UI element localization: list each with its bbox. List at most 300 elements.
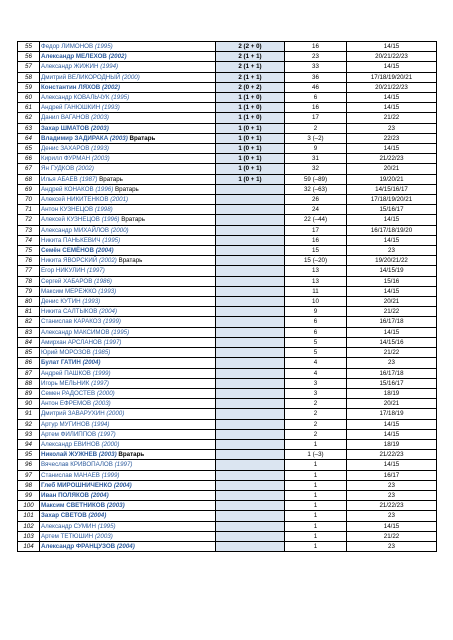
table-row xyxy=(18,501,437,511)
player-cell xyxy=(40,470,216,480)
birth-year: (2004) xyxy=(88,512,107,520)
points-cell: 1 (0 + 1) xyxy=(216,164,285,174)
player-cell xyxy=(40,521,216,531)
games-cell: 1 xyxy=(285,501,347,511)
row-number: 67 xyxy=(18,164,40,174)
birth-year: (1997) xyxy=(91,379,109,387)
player-cell xyxy=(40,368,216,378)
table-row xyxy=(18,490,437,500)
row-number: 90 xyxy=(18,399,40,409)
seasons-cell: 21/22 xyxy=(347,348,437,358)
table-row xyxy=(18,511,437,521)
birth-year: (2003) xyxy=(91,114,109,122)
table-row xyxy=(18,113,437,123)
row-number: 95 xyxy=(18,450,40,460)
player-cell xyxy=(40,409,216,419)
player-cell xyxy=(40,531,216,541)
table-row xyxy=(18,144,437,154)
birth-year: (1994) xyxy=(91,420,110,428)
position-note: Вратарь xyxy=(115,185,139,193)
row-number: 61 xyxy=(18,103,40,113)
table-row xyxy=(18,93,437,103)
table-row xyxy=(18,205,437,215)
player-name: Кирилл ФУРМАН xyxy=(41,155,91,163)
seasons-cell: 18/19 xyxy=(347,388,437,398)
birth-year: (1999) xyxy=(101,471,120,479)
table-row xyxy=(18,337,437,347)
row-number: 60 xyxy=(18,93,40,103)
birth-year: (2002) xyxy=(76,165,94,173)
table-row xyxy=(18,378,437,388)
birth-year: (2003) xyxy=(109,134,128,142)
player-name: Никита ЯВОРСКИЙ xyxy=(41,257,98,265)
birth-year: (1995) xyxy=(94,43,113,50)
seasons-cell: 14/15/16/17 xyxy=(347,184,437,194)
seasons-cell: 14/15 xyxy=(347,103,437,113)
points-cell xyxy=(216,511,285,521)
games-cell: 1 xyxy=(285,439,347,449)
birth-year: (2003) xyxy=(90,124,109,132)
player-cell xyxy=(40,399,216,409)
birth-year: (2002) xyxy=(108,53,127,61)
games-cell: 5 xyxy=(285,348,347,358)
row-number: 93 xyxy=(18,429,40,439)
games-cell: 31 xyxy=(285,154,347,164)
table-row xyxy=(18,368,437,378)
games-cell: 36 xyxy=(285,72,347,82)
player-name: Семён СЕМЁНОВ xyxy=(41,247,94,255)
points-cell xyxy=(216,235,285,245)
player-name: Александр МИХАЙЛОВ xyxy=(41,226,109,234)
table-row xyxy=(18,541,437,551)
birth-year: (2002) xyxy=(102,83,120,91)
games-cell: 4 xyxy=(285,368,347,378)
birth-year: (1995) xyxy=(111,328,130,336)
seasons-cell: 14/15 xyxy=(347,42,437,52)
games-cell: 1 xyxy=(285,511,347,521)
birth-year: (1999) xyxy=(92,369,111,377)
player-cell xyxy=(40,154,216,164)
player-cell xyxy=(40,450,216,460)
games-cell: 1 xyxy=(285,531,347,541)
player-cell xyxy=(40,195,216,205)
player-cell xyxy=(40,337,216,347)
games-cell: 15 (–20) xyxy=(285,256,347,266)
player-cell xyxy=(40,460,216,470)
row-number: 87 xyxy=(18,368,40,378)
seasons-cell: 17/18/19/20/21 xyxy=(347,72,437,82)
birth-year: (1997) xyxy=(97,430,116,438)
player-name: Андрей ГАНЮШКИН xyxy=(41,104,101,112)
birth-year: (2004) xyxy=(95,247,114,255)
player-name: Денис ЗАХАРОВ xyxy=(41,145,90,153)
position-note: Вратарь xyxy=(129,134,156,142)
birth-year: (2001) xyxy=(110,196,129,204)
player-name: Александр КОВАЛЬЧУК xyxy=(41,94,110,102)
row-number: 80 xyxy=(18,297,40,307)
player-cell xyxy=(40,205,216,215)
seasons-cell: 23 xyxy=(347,123,437,133)
row-number: 99 xyxy=(18,490,40,500)
games-cell: 23 xyxy=(285,52,347,62)
table-row xyxy=(18,256,437,266)
row-number: 56 xyxy=(18,52,40,62)
player-cell xyxy=(40,82,216,92)
player-name: Артем ФИЛИППОВ xyxy=(41,430,97,438)
points-cell: 1 (0 + 1) xyxy=(216,123,285,133)
games-cell: 9 xyxy=(285,144,347,154)
seasons-cell: 18/19 xyxy=(347,439,437,449)
table-row xyxy=(18,358,437,368)
birth-year: (1995) xyxy=(111,94,130,102)
table-row xyxy=(18,276,437,286)
player-cell xyxy=(40,317,216,327)
player-cell xyxy=(40,480,216,490)
row-number: 102 xyxy=(18,521,40,531)
row-number: 69 xyxy=(18,184,40,194)
player-name: Антон ЕФРЕМОВ xyxy=(41,400,92,408)
seasons-cell: 22/23 xyxy=(347,133,437,143)
player-cell xyxy=(40,266,216,276)
row-number: 76 xyxy=(18,256,40,266)
row-number: 89 xyxy=(18,388,40,398)
table-row xyxy=(18,72,437,82)
player-name: Егор НИКУЛИН xyxy=(41,267,86,275)
table-row xyxy=(18,439,437,449)
player-name: Юрий МОРОЗОВ xyxy=(41,349,91,357)
row-number: 59 xyxy=(18,82,40,92)
seasons-cell: 14/15 xyxy=(347,144,437,154)
player-cell xyxy=(40,276,216,286)
points-cell xyxy=(216,225,285,235)
points-cell: 1 (0 + 1) xyxy=(216,133,285,143)
birth-year: (2003) xyxy=(94,532,113,540)
player-name: Александр МЕЛЕХОВ xyxy=(41,53,107,61)
player-name: Константин ЛЯХОВ xyxy=(41,83,101,91)
points-cell xyxy=(216,368,285,378)
seasons-cell: 14/15 xyxy=(347,215,437,225)
table-body xyxy=(18,42,437,552)
games-cell: 2 xyxy=(285,123,347,133)
seasons-cell: 21/22 xyxy=(347,307,437,317)
games-cell: 17 xyxy=(285,225,347,235)
player-cell xyxy=(40,246,216,256)
row-number: 96 xyxy=(18,460,40,470)
player-name: Александр МАКСИМОВ xyxy=(41,328,110,336)
player-cell xyxy=(40,307,216,317)
row-number: 72 xyxy=(18,215,40,225)
player-name: Дмитрий ЗАВАРУХИН xyxy=(41,410,105,418)
table-row xyxy=(18,184,437,194)
table-row xyxy=(18,388,437,398)
games-cell: 4 xyxy=(285,358,347,368)
points-cell xyxy=(216,276,285,286)
points-cell: 2 (2 + 0) xyxy=(216,42,285,52)
row-number: 75 xyxy=(18,246,40,256)
birth-year: (1998) xyxy=(94,206,113,214)
table-row xyxy=(18,82,437,92)
seasons-cell: 14/15 xyxy=(347,93,437,103)
position-note: Вратарь xyxy=(118,451,145,459)
player-cell xyxy=(40,113,216,123)
seasons-cell: 20/21/22/23 xyxy=(347,52,437,62)
seasons-cell: 23 xyxy=(347,490,437,500)
player-cell xyxy=(40,429,216,439)
birth-year: (1986) xyxy=(94,277,112,285)
row-number: 86 xyxy=(18,358,40,368)
games-cell: 3 (–2) xyxy=(285,133,347,143)
player-cell xyxy=(40,215,216,225)
row-number: 101 xyxy=(18,511,40,521)
table-row xyxy=(18,460,437,470)
points-cell xyxy=(216,246,285,256)
table-row xyxy=(18,133,437,143)
seasons-cell: 20/21/22/23 xyxy=(347,82,437,92)
games-cell: 16 xyxy=(285,235,347,245)
player-cell xyxy=(40,144,216,154)
seasons-cell: 19/20/21 xyxy=(347,174,437,184)
seasons-cell: 14/15 xyxy=(347,429,437,439)
points-cell xyxy=(216,439,285,449)
table-row xyxy=(18,450,437,460)
seasons-cell: 20/21 xyxy=(347,399,437,409)
player-cell xyxy=(40,225,216,235)
points-cell xyxy=(216,399,285,409)
row-number: 65 xyxy=(18,144,40,154)
player-cell xyxy=(40,501,216,511)
row-number: 73 xyxy=(18,225,40,235)
birth-year: (1994) xyxy=(100,63,119,71)
player-cell xyxy=(40,297,216,307)
points-cell: 2 (1 + 1) xyxy=(216,72,285,82)
player-cell xyxy=(40,103,216,113)
games-cell: 3 xyxy=(285,378,347,388)
seasons-cell: 20/21 xyxy=(347,297,437,307)
points-cell xyxy=(216,388,285,398)
table-row xyxy=(18,103,437,113)
seasons-cell: 23 xyxy=(347,541,437,551)
birth-year: (1993) xyxy=(91,145,109,153)
points-cell xyxy=(216,409,285,419)
player-cell xyxy=(40,184,216,194)
games-cell: 2 xyxy=(285,429,347,439)
row-number: 82 xyxy=(18,317,40,327)
table-row xyxy=(18,297,437,307)
player-name: Захар СВЕТОВ xyxy=(41,512,87,520)
seasons-cell: 14/15/16 xyxy=(347,337,437,347)
games-cell: 1 xyxy=(285,470,347,480)
row-number: 55 xyxy=(18,42,40,52)
games-cell: 15 xyxy=(285,246,347,256)
points-cell: 2 (1 + 1) xyxy=(216,52,285,62)
player-cell xyxy=(40,52,216,62)
seasons-cell: 14/15 xyxy=(347,286,437,296)
birth-year: (1993) xyxy=(98,287,117,295)
games-cell: 10 xyxy=(285,297,347,307)
games-cell: 59 (–89) xyxy=(285,174,347,184)
seasons-cell: 20/21 xyxy=(347,164,437,174)
position-note: Вратарь xyxy=(99,175,123,183)
table-row xyxy=(18,327,437,337)
birth-year: (2003) xyxy=(98,451,117,459)
row-number: 85 xyxy=(18,348,40,358)
birth-year: (1997) xyxy=(103,338,122,346)
player-name: Вячеслав КРИВОПАЛОВ xyxy=(41,461,113,469)
row-number: 68 xyxy=(18,174,40,184)
player-cell xyxy=(40,327,216,337)
seasons-cell: 23 xyxy=(347,511,437,521)
seasons-cell: 14/15/19 xyxy=(347,266,437,276)
player-cell xyxy=(40,72,216,82)
birth-year: (1993) xyxy=(82,298,101,306)
player-cell xyxy=(40,378,216,388)
table-row xyxy=(18,307,437,317)
player-name: Денис КУТИН xyxy=(41,298,81,306)
player-name: Федор ЛИМОНОВ xyxy=(41,43,94,50)
birth-year: (1985) xyxy=(92,349,111,357)
birth-year: (2000) xyxy=(106,410,125,418)
table-row xyxy=(18,52,437,62)
player-name: Булат ГАТИН xyxy=(41,359,81,367)
games-cell: 1 xyxy=(285,541,347,551)
seasons-cell: 21/22/23 xyxy=(347,154,437,164)
table-row xyxy=(18,266,437,276)
player-cell xyxy=(40,174,216,184)
points-cell: 1 (0 + 1) xyxy=(216,144,285,154)
row-number: 79 xyxy=(18,286,40,296)
points-cell: 1 (1 + 0) xyxy=(216,93,285,103)
birth-year: (2003) xyxy=(92,400,111,408)
points-cell: 1 (0 + 1) xyxy=(216,154,285,164)
points-cell xyxy=(216,480,285,490)
seasons-cell: 16/17/18/19/20 xyxy=(347,225,437,235)
player-name: Владимир ЗАДИРАКА xyxy=(41,134,109,142)
games-cell: 1 xyxy=(285,480,347,490)
player-name: Никита САЛТЫКОВ xyxy=(41,308,98,316)
seasons-cell: 14/15 xyxy=(347,327,437,337)
birth-year: (1997) xyxy=(86,267,105,275)
player-name: Станислав КАРАКОЗ xyxy=(41,318,102,326)
seasons-cell: 17/18/19/20/21 xyxy=(347,195,437,205)
points-cell xyxy=(216,307,285,317)
player-name: Амирхан АРСЛАНОВ xyxy=(41,338,102,346)
player-name: Николай ЖУЖНЕВ xyxy=(41,451,98,459)
row-number: 57 xyxy=(18,62,40,72)
birth-year: (1995) xyxy=(97,522,116,530)
seasons-cell: 14/15 xyxy=(347,419,437,429)
player-name: Андрей ПАШКОВ xyxy=(41,369,91,377)
points-cell xyxy=(216,541,285,551)
player-cell xyxy=(40,235,216,245)
points-cell xyxy=(216,327,285,337)
points-cell: 1 (1 + 0) xyxy=(216,113,285,123)
player-cell xyxy=(40,439,216,449)
seasons-cell: 14/15 xyxy=(347,62,437,72)
player-cell xyxy=(40,62,216,72)
row-number: 83 xyxy=(18,327,40,337)
player-name: Захар ШМАТОВ xyxy=(41,124,90,132)
points-cell xyxy=(216,521,285,531)
player-cell xyxy=(40,286,216,296)
birth-year: (2004) xyxy=(113,481,132,489)
games-cell: 11 xyxy=(285,286,347,296)
player-name: Алексей КУЗНЕЦОВ xyxy=(41,216,100,224)
table-row xyxy=(18,419,437,429)
player-cell xyxy=(40,123,216,133)
table-row xyxy=(18,123,437,133)
row-number: 78 xyxy=(18,276,40,286)
row-number: 88 xyxy=(18,378,40,388)
player-name: Александр ФРАНЦУЗОВ xyxy=(41,542,116,550)
player-name: Данил ВАГАНОВ xyxy=(41,114,90,122)
table-row xyxy=(18,154,437,164)
player-name: Александр СУМИН xyxy=(41,522,96,530)
seasons-cell: 23 xyxy=(347,480,437,490)
points-cell xyxy=(216,317,285,327)
points-cell: 2 (1 + 1) xyxy=(216,62,285,72)
player-cell xyxy=(40,42,216,52)
row-number: 74 xyxy=(18,235,40,245)
birth-year: (2002) xyxy=(98,257,117,265)
table-row xyxy=(18,409,437,419)
player-name: Максим МЕРЕЖКО xyxy=(41,287,97,295)
row-number: 104 xyxy=(18,541,40,551)
birth-year: (1996) xyxy=(101,216,120,224)
player-name: Артем ТЕТЮШИН xyxy=(41,532,94,540)
points-cell xyxy=(216,215,285,225)
points-cell xyxy=(216,501,285,511)
birth-year: (1999) xyxy=(103,318,121,326)
birth-year: (2000) xyxy=(96,389,115,397)
points-cell: 1 (0 + 1) xyxy=(216,174,285,184)
points-cell xyxy=(216,531,285,541)
player-name: Дмитрий ВЕЛИКОРОДНЫЙ xyxy=(41,73,121,81)
birth-year: (1995) xyxy=(102,236,121,244)
row-number: 70 xyxy=(18,195,40,205)
points-cell xyxy=(216,205,285,215)
games-cell: 32 (–63) xyxy=(285,184,347,194)
player-name: Александр ЕВИНОВ xyxy=(41,440,100,448)
table-row xyxy=(18,531,437,541)
table-row xyxy=(18,348,437,358)
games-cell: 1 xyxy=(285,521,347,531)
points-cell xyxy=(216,337,285,347)
birth-year: (2000) xyxy=(121,73,140,81)
table-row xyxy=(18,480,437,490)
games-cell: 6 xyxy=(285,327,347,337)
games-cell: 32 xyxy=(285,164,347,174)
seasons-cell: 14/15 xyxy=(347,235,437,245)
position-note: Вратарь xyxy=(121,216,145,224)
player-name: Андрей КОНАКОВ xyxy=(41,185,94,193)
games-cell: 26 xyxy=(285,195,347,205)
player-name: Глеб МИРОШНИЧЕНКО xyxy=(41,481,113,489)
seasons-cell: 21/22 xyxy=(347,531,437,541)
player-cell xyxy=(40,388,216,398)
birth-year: (2000) xyxy=(101,440,120,448)
table-row xyxy=(18,317,437,327)
row-number: 81 xyxy=(18,307,40,317)
player-stats-table xyxy=(17,41,437,552)
games-cell: 1 xyxy=(285,460,347,470)
games-cell: 2 xyxy=(285,419,347,429)
birth-year: (1987) xyxy=(79,175,98,183)
birth-year: (1993) xyxy=(101,104,120,112)
row-number: 103 xyxy=(18,531,40,541)
player-cell xyxy=(40,133,216,143)
player-name: Александр ЖИЖИН xyxy=(41,63,99,71)
birth-year: (1997) xyxy=(114,461,133,469)
